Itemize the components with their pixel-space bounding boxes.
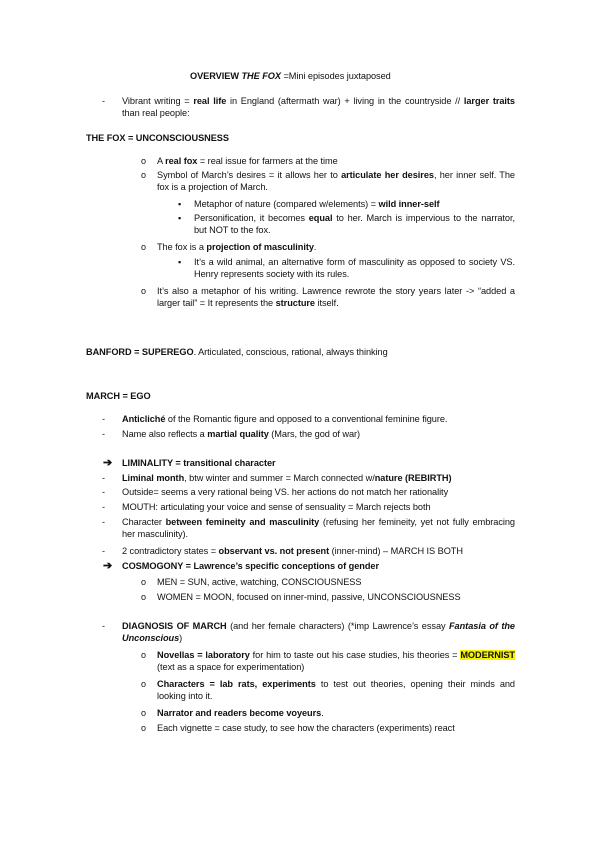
circle-bullet: o [141,242,147,252]
liminality-heading: LIMINALITY = transitional character [122,458,276,468]
fox-subpoint-nature: Metaphor of nature (compared w/elements) = wild inner-self [194,199,440,209]
march-heading: MARCH = EGO [86,391,151,401]
intro-paragraph: Vibrant writing = real life in England (aftermath war) + living in the countryside // larger traits than real people: [122,96,515,118]
voyeurs-line: Narrator and readers become voyeurs. [157,708,324,718]
fox-subpoint-wild-animal: It’s a wild animal, an alternative form of masculinity as opposed to society VS. Henry represents society with its rules. [194,257,515,279]
march-name: Name also reflects a martial quality (Mars, the god of war) [122,429,361,439]
fox-point-symbol: Symbol of March’s desires = it allows her to articulate her desires, her inner self. The fox is a projection of March. [157,170,515,192]
circle-bullet: o [141,592,147,602]
dash-bullet: - [102,546,105,556]
dash-bullet: - [102,414,105,424]
femineity-line: Character between femineity and masculinity (refusing her femineity, yet not fully embracing her masculinity). [122,517,515,539]
circle-bullet: o [141,170,147,180]
modernist-highlight: MODERNIST [460,650,515,660]
circle-bullet: o [141,577,147,587]
page-title: OVERVIEW THE FOX =Mini episodes juxtaposed [190,71,391,81]
contradictory-states: 2 contradictory states = observant vs. not present (inner-mind) – MARCH IS BOTH [122,546,463,556]
men-line: MEN = SUN, active, watching, CONSCIOUSNESS [157,577,362,587]
fox-subpoint-personification: Personification, it becomes equal to her. March is impervious to the narrator, but NOT to the fox. [194,213,516,235]
diagnosis-heading: DIAGNOSIS OF MARCH (and her female characters) (*imp Lawrence’s essay Fantasia of the Unconscious) [122,621,515,643]
circle-bullet: o [141,708,147,718]
dash-bullet: - [102,502,105,512]
cosmogony-heading: COSMOGONY = Lawrence’s specific conceptions of gender [122,561,379,571]
square-bullet: ▪ [178,199,182,209]
circle-bullet: o [141,723,147,733]
dash-bullet: - [102,517,105,527]
circle-bullet: o [141,156,147,166]
arrow-icon: ➔ [103,457,113,469]
fox-point-masculinity: The fox is a projection of masculinity. [157,242,317,252]
banford-line: BANFORD = SUPEREGO. Articulated, conscious, rational, always thinking [86,347,388,357]
liminal-month: Liminal month, btw winter and summer = March connected w/nature (REBIRTH) [122,473,452,483]
vignette-line: Each vignette = case study, to see how the characters (experiments) react [157,723,455,733]
fox-point-metaphor: It’s also a metaphor of his writing. Lawrence rewrote the story years later -> “added a larger tail” = It represents the structure itself. [157,286,515,308]
circle-bullet: o [141,286,147,296]
dash-bullet: - [102,96,105,106]
square-bullet: ▪ [178,257,182,267]
circle-bullet: o [141,650,147,660]
square-bullet: ▪ [178,213,182,223]
characters-line: Characters = lab rats, experiments to test out theories, opening their minds and looking into it. [157,679,515,701]
outside-line: Outside= seems a very rational being VS. her actions do not match her rationality [122,487,449,497]
fox-point-real-fox: A real fox = real issue for farmers at the time [157,156,338,166]
women-line: WOMEN = MOON, focused on inner-mind, passive, UNCONSCIOUSNESS [157,592,461,602]
dash-bullet: - [102,429,105,439]
dash-bullet: - [102,473,105,483]
fox-heading: THE FOX = UNCONSCIOUSNESS [86,133,229,143]
circle-bullet: o [141,679,147,689]
novellas-line: Novellas = laboratory for him to taste out his case studies, his theories = MODERNIST (text as a space for experimentation) [157,650,515,672]
dash-bullet: - [102,621,105,631]
march-anticliche: Anticliché of the Romantic figure and opposed to a conventional feminine figure. [122,414,448,424]
arrow-icon: ➔ [103,560,113,572]
dash-bullet: - [102,487,105,497]
mouth-line: MOUTH: articulating your voice and sense of sensuality = March rejects both [122,502,431,512]
